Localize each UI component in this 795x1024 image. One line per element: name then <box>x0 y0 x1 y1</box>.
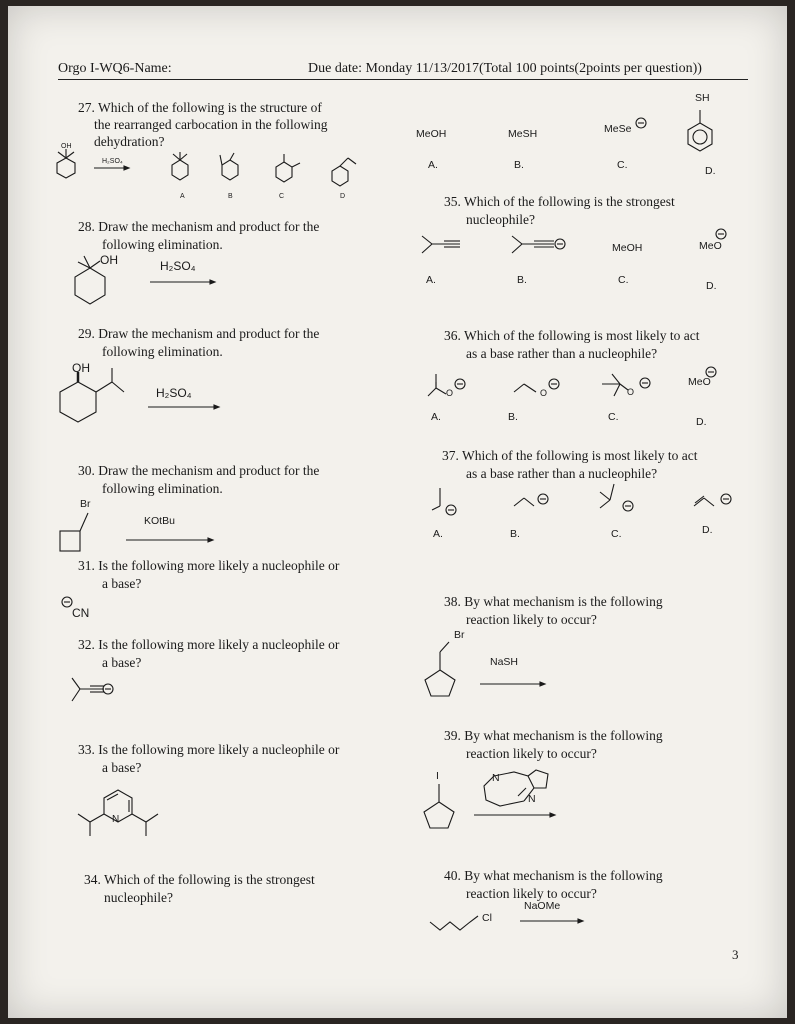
q39-line-1: 39. By what mechanism is the following <box>444 728 663 743</box>
top-choice-c: C. <box>617 159 628 171</box>
q37-line-1: 37. Which of the following is most likely to act <box>442 448 698 463</box>
q36-choice-b: B. <box>508 411 518 423</box>
q27-oh: OH <box>61 143 72 150</box>
q33-line-2: a base? <box>102 760 142 775</box>
q30-reagent: KOtBu <box>144 515 175 527</box>
q27-line-3: dehydration? <box>94 134 165 149</box>
q36-line-1: 36. Which of the following is most likely to act <box>444 328 700 343</box>
q36-o-a: O <box>446 388 454 398</box>
q40-cl: Cl <box>482 912 492 924</box>
q39-n-bottom: N <box>528 793 536 805</box>
q38-substrate <box>425 642 455 696</box>
q35-choice-d: D. <box>706 280 717 292</box>
q32-structure <box>72 678 113 701</box>
q27-choice-a-structure <box>172 152 188 180</box>
q37-choice-b: B. <box>510 528 520 540</box>
q33-structure <box>78 790 158 836</box>
q27-starting-material <box>57 149 75 178</box>
q38-line-1: 38. By what mechanism is the following <box>444 594 663 609</box>
name-field-label: Orgo I-WQ6-Name: <box>58 61 172 76</box>
q29-reagent: H₂SO₄ <box>156 386 192 400</box>
q40-line-1: 40. By what mechanism is the following <box>444 868 663 883</box>
q27-line-2: the rearranged carbocation in the following <box>94 117 328 132</box>
q27-choice-d: D <box>340 193 346 200</box>
q27-choice-c-structure <box>276 154 300 182</box>
q37-choice-b-structure <box>514 494 548 506</box>
q39-line-2: reaction likely to occur? <box>466 746 597 761</box>
q28-arrow <box>150 280 215 284</box>
q30-line-1: 30. Draw the mechanism and product for the <box>78 463 320 478</box>
q32-line-2: a base? <box>102 655 142 670</box>
top-mese: MeSe <box>604 123 632 135</box>
q34-line-1: 34. Which of the following is the strongest <box>84 872 315 887</box>
q31-negative-charge <box>62 597 72 607</box>
q39-substrate <box>424 784 454 828</box>
q31-line-1: 31. Is the following more likely a nucleophile or <box>78 558 340 573</box>
q28-line-1: 28. Draw the mechanism and product for the <box>78 219 320 234</box>
q30-line-2: following elimination. <box>102 481 223 496</box>
q37-choice-c: C. <box>611 528 622 540</box>
q36-o-c: O <box>627 387 635 397</box>
thiophenol-structure <box>688 110 712 151</box>
q27-line-1: 27. Which of the following is the structure of <box>78 100 322 115</box>
q34-line-2: nucleophile? <box>104 890 173 905</box>
q31-line-2: a base? <box>102 576 142 591</box>
q35-choice-a-structure <box>422 236 460 253</box>
top-mesh: MeSH <box>508 128 538 140</box>
q33-line-1: 33. Is the following more likely a nucleophile or <box>78 742 340 757</box>
q35-choice-c: C. <box>618 274 629 286</box>
q36-o-b: O <box>540 388 548 398</box>
q31-cn: CN <box>72 606 90 620</box>
q39-iodo: I <box>436 770 439 782</box>
q36-choice-a: A. <box>431 411 441 423</box>
worksheet-page <box>8 6 787 1018</box>
q35-choice-b-structure <box>512 236 565 253</box>
q29-oh: OH <box>72 361 90 375</box>
mese-negative-charge <box>636 118 646 128</box>
q37-choice-a: A. <box>433 528 443 540</box>
q35-meoh: MeOH <box>612 242 643 254</box>
q36-meo: MeO <box>688 376 711 388</box>
q35-line-1: 35. Which of the following is the strongest <box>444 194 675 209</box>
page-number: 3 <box>732 947 739 962</box>
q37-line-2: as a base rather than a nucleophile? <box>466 466 658 481</box>
q36-meo-negative-charge <box>706 367 716 377</box>
q29-line-2: following elimination. <box>102 344 223 359</box>
top-sh: SH <box>695 92 710 104</box>
top-meoh: MeOH <box>416 128 447 140</box>
q28-substrate <box>75 256 105 304</box>
q30-br: Br <box>80 498 91 510</box>
q27-choice-b: B <box>228 193 233 200</box>
q38-reagent: NaSH <box>490 656 519 668</box>
q29-line-1: 29. Draw the mechanism and product for the <box>78 326 320 341</box>
q29-arrow <box>148 405 219 409</box>
q27-choice-b-structure <box>220 153 238 180</box>
q33-n: N <box>112 814 120 825</box>
q36-line-2: as a base rather than a nucleophile? <box>466 346 658 361</box>
q37-choice-c-structure <box>600 484 633 511</box>
q27-choice-a: A <box>180 193 185 200</box>
q35-choice-a: A. <box>426 274 436 286</box>
q37-choice-d-structure <box>694 494 731 506</box>
q27-choice-c: C <box>279 193 285 200</box>
q37-choice-a-structure <box>432 488 456 515</box>
q35-meo-negative-charge <box>716 229 726 239</box>
chemical-structures <box>8 6 787 1018</box>
q35-line-2: nucleophile? <box>466 212 535 227</box>
q38-line-2: reaction likely to occur? <box>466 612 597 627</box>
q40-substrate <box>430 916 478 930</box>
top-choice-d: D. <box>705 165 716 177</box>
q38-arrow <box>480 682 545 686</box>
q40-arrow <box>520 919 583 923</box>
q35-meo: MeO <box>699 240 722 252</box>
q36-choice-b-structure <box>514 379 559 392</box>
q30-arrow <box>126 538 213 542</box>
q35-choice-b: B. <box>517 274 527 286</box>
q38-br: Br <box>454 629 465 641</box>
q36-choice-d: D. <box>696 416 707 428</box>
top-choice-b: B. <box>514 159 524 171</box>
top-choice-a: A. <box>428 159 438 171</box>
q40-line-2: reaction likely to occur? <box>466 886 597 901</box>
q36-choice-c: C. <box>608 411 619 423</box>
q36-choice-a-structure <box>428 374 465 396</box>
q28-line-2: following elimination. <box>102 237 223 252</box>
q32-line-1: 32. Is the following more likely a nucleophile or <box>78 637 340 652</box>
reaction-arrow <box>94 166 129 170</box>
q39-dbn-structure <box>484 770 548 806</box>
q29-substrate <box>60 368 124 422</box>
q27-reagent: H₂SO₄ <box>102 158 123 165</box>
q36-choice-c-structure <box>602 374 650 396</box>
q37-choice-d: D. <box>702 524 713 536</box>
due-date: Due date: Monday 11/13/2017(Total 100 points(2points per question)) <box>308 61 702 76</box>
q27-choice-d-structure <box>332 158 356 186</box>
q30-cyclobutane <box>60 513 88 551</box>
q28-reagent: H₂SO₄ <box>160 259 196 273</box>
q39-n-top: N <box>492 772 500 784</box>
q28-oh: OH <box>100 253 118 267</box>
q39-arrow <box>474 813 555 817</box>
q40-reagent: NaOMe <box>524 900 561 912</box>
